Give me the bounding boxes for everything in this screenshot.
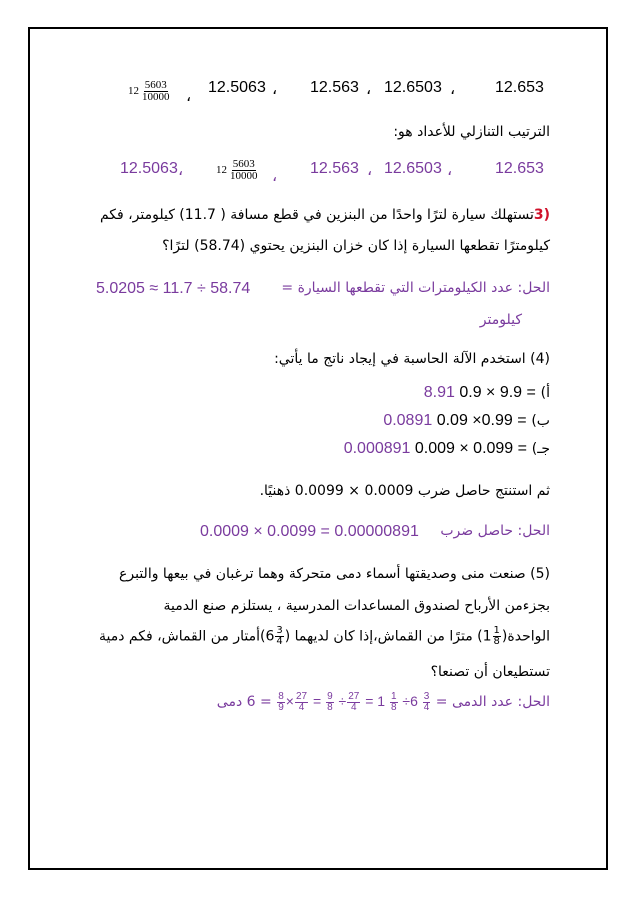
row2-sep-3: ، — [367, 162, 373, 179]
q4-a-calc — [424, 384, 536, 402]
q5-line-3b: ) مترًا من القماش،إذا كان لديهما ( — [284, 628, 483, 645]
row1-mixed-number — [128, 79, 171, 103]
q5-line-4: تستطيعان أن تصنعا؟ — [430, 664, 550, 680]
q3-solution-label: الحل: عدد الكيلومترات التي تقطعها السيارة = — [281, 280, 550, 296]
q4-b-calc — [383, 412, 526, 430]
q3-number: (3 — [533, 207, 550, 223]
row2-number-2: 12.563 — [310, 160, 359, 177]
row2-number-4: 12.653 — [495, 160, 544, 177]
q5-solution — [217, 692, 550, 713]
q5-mixed-2 — [265, 626, 284, 647]
q4-a-result: 8.91 — [423, 384, 455, 401]
q5-solution-label: الحل: عدد الدمى = — [435, 694, 550, 711]
mixed-denominator: 8 — [493, 636, 500, 647]
mixed-numerator: 5603 — [232, 157, 255, 170]
q3-line-2: كيلومترًا تقطعها السيارة إذا كان خزان البنزين يحتوي (58.74) لترًا؟ — [162, 238, 550, 254]
q4-solution-label: الحل: حاصل ضرب — [440, 523, 550, 539]
q5-line-3a: الواحدة( — [501, 628, 550, 645]
row1-sep-4: ، — [450, 81, 456, 98]
mixed-numerator: 3 — [276, 625, 283, 636]
q5-solution-expression: $\frac{8}{9}$ × $\frac{27}{4}$ = $\frac{9}{8}$ ÷ $\frac{27}{4}$ = 1 $\frac{1}{8}$ ÷6 $\frac{3}{4}$ — [278, 691, 430, 713]
mixed-whole: 12 — [216, 164, 227, 176]
q4-b-expression: 0.09 ×0.99 = — [436, 412, 527, 429]
q5-solution-result: = 6 دمى — [216, 694, 272, 711]
mixed-numerator: 1 — [493, 625, 500, 636]
mixed-whole: 1 — [482, 628, 492, 645]
mixed-numerator: 5603 — [144, 78, 167, 91]
q4-item-a — [424, 383, 550, 402]
mixed-denominator: 10000 — [230, 169, 258, 182]
row1-number-1: 12.5063 — [208, 79, 266, 96]
q3-line-1 — [100, 207, 550, 223]
q4-b-result: 0.0891 — [383, 412, 433, 429]
q4-a-expression: 0.9 × 9.9 = — [459, 384, 536, 401]
q5-line-3 — [99, 626, 550, 647]
q4-intro: (4) استخدم الآلة الحاسبة في إيجاد ناتج ما يأتي: — [274, 351, 550, 367]
row2-mixed-number — [216, 158, 259, 182]
row1-number-2: 12.563 — [310, 79, 359, 96]
mixed-denominator: 10000 — [142, 90, 170, 103]
q3-solution-expression: 5.0205 ≈ 11.7 ÷ 58.74 — [96, 280, 251, 297]
row1-number-4: 12.653 — [495, 79, 544, 96]
row1-sep-3: ، — [366, 81, 372, 98]
q4-c-expression: 0.009 × 0.099 = — [414, 440, 527, 457]
q4-c-calc — [344, 440, 527, 458]
q3-text-1: تستهلك سيارة لترًا واحدًا من البنزين في قطع مسافة ( 11.7) كيلومتر، فكم — [99, 207, 534, 223]
q4-item-b — [383, 411, 550, 430]
q4-c-result: 0.000891 — [343, 440, 411, 457]
q5-line-3c: )أمتار من القماش، فكم دمية — [98, 628, 266, 645]
row2-number-1: 12.5063 — [120, 160, 178, 177]
row1-sep-2: ، — [272, 81, 278, 98]
mixed-whole: 6 — [265, 628, 275, 645]
q4-item-c — [344, 439, 550, 458]
row1-number-3: 12.6503 — [384, 79, 442, 96]
q4-a-label: أ) — [540, 385, 550, 401]
mixed-whole: 12 — [128, 85, 139, 97]
row2-sep-1: ، — [178, 162, 184, 179]
q4-b-label: ب) — [531, 413, 550, 429]
row1-sep-1: ، — [186, 88, 192, 105]
descending-heading: الترتيب التنازلي للأعداد هو: — [393, 124, 550, 140]
q5-line-2: بجزءمن الأرباح لصندوق المساعدات المدرسية ، يستلزم صنع الدمية — [163, 598, 550, 614]
row2-sep-4: ، — [447, 162, 453, 179]
q5-line-1: (5) صنعت منى وصديقتها أسماء دمى متحركة وهما ترغبان في بيعها والتبرع — [119, 566, 550, 582]
q4-solution-expression: 0.0009 × 0.0099 = 0.00000891 — [200, 523, 419, 540]
q4-deduce: ثم استنتج حاصل ضرب 0.0009 × 0.0099 ذهنيًا. — [259, 483, 550, 499]
row2-sep-2: ، — [272, 168, 278, 185]
mixed-denominator: 4 — [276, 636, 283, 647]
q4-c-label: جـ) — [531, 441, 550, 457]
row2-number-3: 12.6503 — [384, 160, 442, 177]
q3-solution-unit: كيلومتر — [479, 312, 522, 328]
q5-mixed-1 — [483, 626, 502, 647]
